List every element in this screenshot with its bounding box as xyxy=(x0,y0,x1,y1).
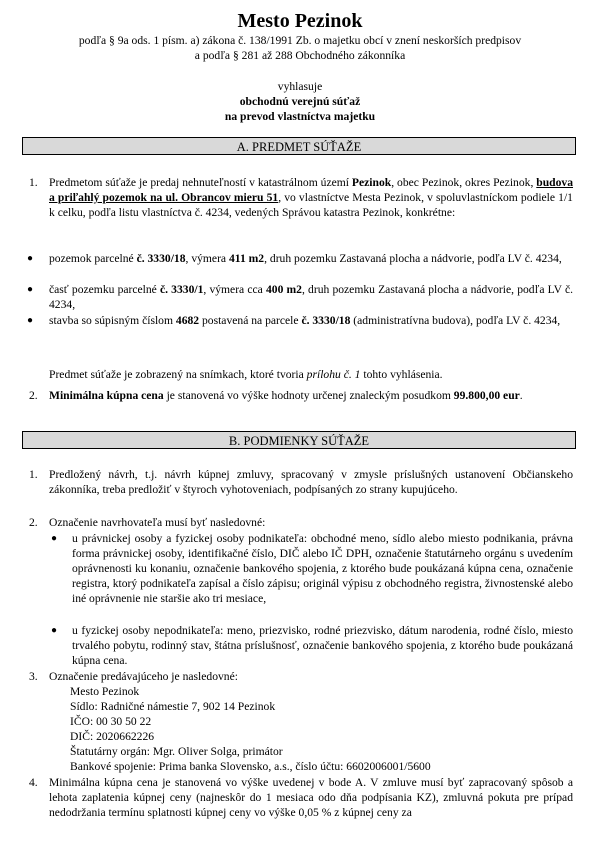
bullet-icon: ● xyxy=(27,315,34,326)
seller-name: Mesto Pezinok xyxy=(70,685,140,698)
page-title: Mesto Pezinok xyxy=(237,10,363,32)
section-b-item-2-text: Označenie navrhovateľa musí byť nasledovné: xyxy=(49,516,266,529)
section-b-item-3-number: 3. xyxy=(29,670,38,683)
photo-appendix-note: Predmet súťaže je zobrazený na snímkach, ktoré tvoria prílohu č. 1 tohto vyhlásenia. xyxy=(49,368,443,381)
section-a-bullet-2: časť pozemku parcelné č. 3330/1, výmera cca 400 m2, druh pozemku Zastavaná plocha a nádvorie, podľa LV č. 4234, xyxy=(49,283,573,311)
seller-dic: DIČ: 2020662226 xyxy=(70,730,155,743)
section-a-item-2-text: Minimálna kúpna cena je stanovená vo výške hodnoty určenej znaleckým posudkom 99.800,00 eur. xyxy=(49,389,523,402)
section-b-item-4-number: 4. xyxy=(29,776,38,789)
subject-line-2: na prevod vlastníctva majetku xyxy=(224,110,376,123)
seller-ico: IČO: 00 30 50 22 xyxy=(70,715,152,728)
section-a-bullet-3: stavba so súpisným číslom 4682 postavená na parcele č. 3330/18 (administratívna budova), podľa LV č. 4234, xyxy=(49,314,561,327)
section-a-item-1-number: 1. xyxy=(29,176,38,189)
section-b-bullet-legal-entity: u právnickej osoby a fyzickej osoby podnikateľa: obchodné meno, sídlo alebo miesto podnikania, právna forma právnickej osoby, identifikačné číslo, DIČ alebo IČ DPH, označenie štatutárneho orgánu s uvedením oprávnenosti ku konaniu, označenie bankového spojenia, z ktorého bude poukázaná kúpna cena, označenie registra, ktorý podnikateľa zapísal a číslo zápisu; originál výpisu z obchodného registra, živnostenské alebo iné oprávnenie nie staršie ako tri mesiace, xyxy=(72,532,573,605)
section-a-item-1-text: Predmetom súťaže je predaj nehnuteľností v katastrálnom území Pezinok, obec Pezinok, okres Pezinok, budova a priľahlý pozemok na ul. Obrancov mieru 51, vo vlastníctve Mesta Pezinok, v spoluvlastníckom podiele 1/1 k celku, podľa listu vlastníctva č. 4234, vedených Správou katastra Pezinok, konkrétne: xyxy=(49,176,574,219)
section-a-heading: A. PREDMET SÚŤAŽE xyxy=(22,137,576,155)
seller-statutory-body: Štatutárny orgán: Mgr. Oliver Solga, primátor xyxy=(70,745,283,758)
seller-address: Sídlo: Radničné námestie 7, 902 14 Pezinok xyxy=(70,700,276,713)
announces-text: vyhlasuje xyxy=(277,80,323,93)
seller-details xyxy=(70,684,573,774)
section-a-bullet-1: pozemok parcelné č. 3330/18, výmera 411 m2, druh pozemku Zastavaná plocha a nádvorie, podľa LV č. 4234, xyxy=(49,252,562,265)
bullet-icon: ● xyxy=(27,284,34,295)
section-b-item-2-number: 2. xyxy=(29,516,38,529)
subject-line-1: obchodnú verejnú súťaž xyxy=(239,95,361,108)
section-b-item-1-text: Predložený návrh, t.j. návrh kúpnej zmluvy, spracovaný v zmysle príslušných ustanovení Občianskeho zákonníka, treba predložiť v štyroch vyhotoveniach, podpísaných zo strany kupujúceho. xyxy=(49,468,573,496)
section-b-heading: B. PODMIENKY SÚŤAŽE xyxy=(22,431,576,449)
section-b-item-3-text: Označenie predávajúceho je nasledovné: xyxy=(49,670,238,683)
law-reference-line-1: podľa § 9a ods. 1 písm. a) zákona č. 138/1991 Zb. o majetku obcí v znení neskorších predpisov xyxy=(78,34,522,47)
bullet-icon: ● xyxy=(51,533,58,544)
section-b-item-1-number: 1. xyxy=(29,468,38,481)
bullet-icon: ● xyxy=(27,253,34,264)
seller-bank-account: Bankové spojenie: Prima banka Slovensko, a.s., číslo účtu: 6602006001/5600 xyxy=(70,760,431,773)
section-a-item-2-number: 2. xyxy=(29,389,38,402)
section-b-bullet-natural-person: u fyzickej osoby nepodnikateľa: meno, priezvisko, rodné priezvisko, dátum narodenia, rodné číslo, miesto trvalého pobytu, rodinný stav, štátna príslušnosť, označenie bankového spojenia, z ktorého bude poukázaná kúpna cena. xyxy=(72,624,573,667)
section-b-item-4-text: Minimálna kúpna cena je stanovená vo výške uvedenej v bode A. V zmluve musí byť zapracovaný spôsob a lehota zaplatenia kúpnej ceny (najneskôr do 1 mesiaca odo dňa podpísania KZ), zmluvná pokuta pre prípad nedodržania termínu splatnosti kúpnej ceny vo výške 0,05 % z kúpnej ceny za xyxy=(49,776,573,819)
bullet-icon: ● xyxy=(51,625,58,636)
law-reference-line-2: a podľa § 281 až 288 Obchodného zákonníka xyxy=(194,49,406,62)
